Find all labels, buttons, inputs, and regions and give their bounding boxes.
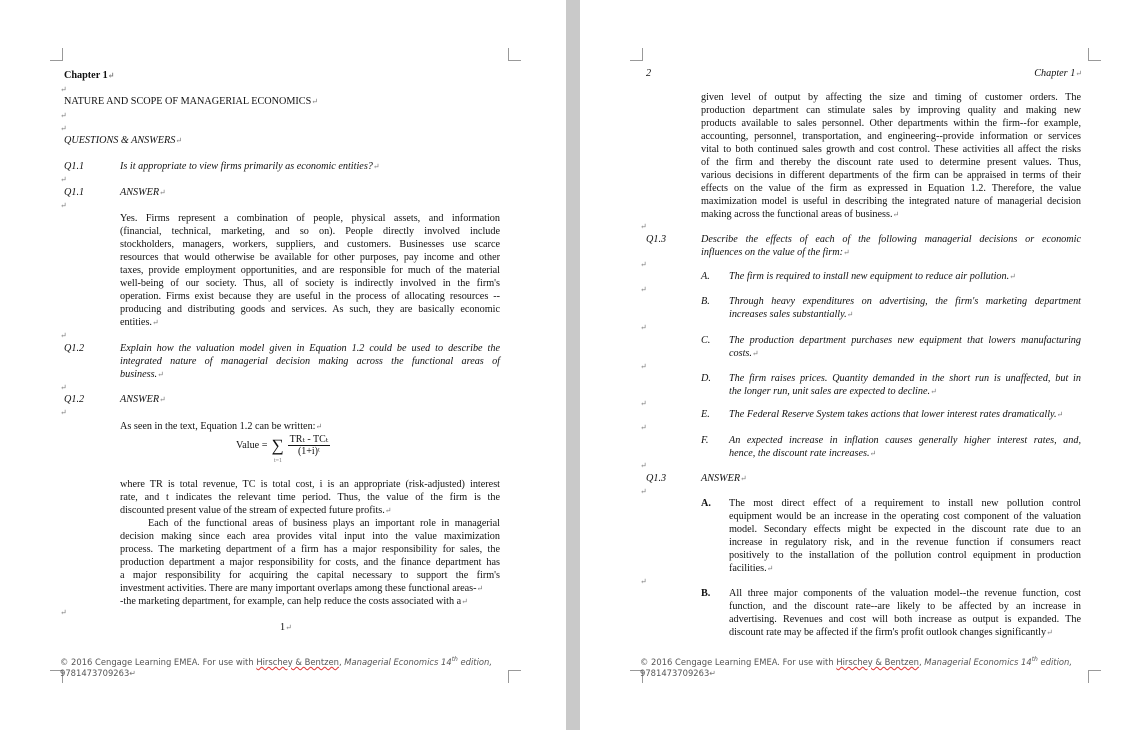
footer: © 2016 Cengage Learning EMEA. For use with Hirschey & Bentzen, Managerial Economics 14th edition, 9781473709263↵: [640, 656, 1073, 678]
equation-denominator: (1+i)ᵗ: [297, 446, 320, 457]
list-item-letter: B.: [701, 296, 710, 307]
answer-number: Q1.2: [64, 394, 85, 405]
footer: © 2016 Cengage Learning EMEA. For use with Hirschey & Bentzen, Managerial Economics 14th edition, 9781473709263↵: [60, 656, 493, 678]
list-item-letter: C.: [701, 335, 711, 346]
paragraph-mark: ↵: [60, 201, 67, 210]
answer-item-text: All three major components of the valuation model--the revenue function, cost function, and the discount rate--are likely to be affected by an increase in advertising. Revenues and cost will both increase as output is expanded. The discount rate may be affected if the firm's profit outlook changes significantly↵: [729, 588, 1081, 638]
paragraph-mark: ↵: [60, 175, 67, 184]
answer-intro: As seen in the text, Equation 1.2 can be written:↵: [120, 421, 323, 432]
paragraph-mark: ↵: [640, 461, 647, 470]
question-number: Q1.2: [64, 343, 85, 354]
equation-lhs: Value =: [236, 440, 268, 451]
paragraph-mark: ↵: [640, 222, 647, 231]
paragraph-mark: ↵: [640, 285, 647, 294]
footer-authors: Hirschey & Bentzen: [256, 656, 339, 667]
list-item-text: The production department purchases new equipment that lowers manufacturing costs.↵: [729, 335, 1081, 359]
paragraph-mark: ↵: [60, 331, 67, 340]
list-item-letter: D.: [701, 373, 711, 384]
qa-heading: QUESTIONS & ANSWERS↵: [64, 135, 183, 146]
paragraph-mark: ↵: [60, 124, 67, 133]
page-number: 1↵: [280, 622, 292, 633]
question-text: Explain how the valuation model given in Equation 1.2 could be used to describe the integrated nature of managerial decision making across the functional areas of business.↵: [120, 343, 500, 380]
footer-authors: Hirschey & Bentzen: [836, 656, 919, 667]
list-item-text: The firm raises prices. Quantity demanded in the short run is unaffected, but in the longer run, unit sales are expected to decline.↵: [729, 373, 1081, 397]
question-number: Q1.1: [64, 161, 85, 172]
paragraph-mark: ↵: [60, 111, 67, 120]
paragraph-mark: ↵: [640, 577, 647, 586]
crop-mark-bottom-right: [1088, 670, 1101, 683]
question-text: Describe the effects of each of the following managerial decisions or economic influences on the value of the firm:↵: [701, 234, 1081, 258]
page-number: 2: [646, 68, 652, 79]
answer-letter: A.: [701, 498, 711, 509]
paragraph-mark: ↵: [640, 423, 647, 432]
equation-numerator: TRₜ - TCₜ: [289, 434, 329, 445]
summation-symbol: ∑: [271, 436, 284, 455]
list-item-text: The Federal Reserve System takes actions that lower interest rates dramatically.↵: [729, 409, 1064, 420]
answer-paragraph: Each of the functional areas of business plays an important role in managerial decision making since each area provides vital input into the value maximization process. The marketing department of a firm has a major responsibility for sales, the production department a major responsibility for costs, and the finance department has a major responsibility for acquiring the capital necessary to support the firm's investment activities. There are many important overlaps among these functional areas-↵ -the marketing department, for example, can help reduce the costs associated with a↵: [120, 518, 500, 607]
answer-label: ANSWER↵: [120, 187, 166, 198]
list-item-text: An expected increase in inflation causes generally higher interest rates, and, hence, the discount rate increases.↵: [729, 435, 1081, 459]
answer-number: Q1.3: [646, 473, 667, 484]
paragraph-mark: ↵: [60, 408, 67, 417]
crop-mark-top-right: [1088, 48, 1101, 61]
list-item-letter: F.: [701, 435, 709, 446]
crop-mark-bottom-right: [508, 670, 521, 683]
crop-mark-top-left: [630, 48, 643, 61]
paragraph-mark: ↵: [60, 383, 67, 392]
answer-paragraph: Yes. Firms represent a combination of people, physical assets, and information (financial, technical, marketing, and so on). People directly involved include stockholders, managers, workers, suppliers, and customers. Businesses use scarce resources that would otherwise be available for other purposes, pay income and other taxes, provide employment opportunities, and are responsible for much of the material well-being of our society. Thus, all of society is indirectly involved in the firm's operation. Firms exist because they are useful in the process of allocating resources -- producing and distributing goods and services. As such, they are basically economic entities.↵: [120, 213, 500, 328]
equation: [236, 434, 330, 468]
summation-lower-bound: t=1: [274, 458, 283, 464]
paragraph-mark: ↵: [640, 260, 647, 269]
answer-label: ANSWER↵: [701, 473, 747, 484]
chapter-heading: Chapter 1↵: [64, 70, 115, 81]
answer-letter: B.: [701, 588, 711, 599]
paragraph-mark: ↵: [640, 323, 647, 332]
answer-paragraph: where TR is total revenue, TC is total cost, i is an appropriate (risk-adjusted) interest rate, and t indicates the relevant time period. Thus, the value of the firm is the discounted present value of the stream of expected future profits.↵: [120, 479, 500, 516]
list-item-text: Through heavy expenditures on advertising, the firm's marketing department increases sales substantially.↵: [729, 296, 1081, 320]
answer-item-text: The most direct effect of a requirement to install new pollution control equipment would be an increase in the operating cost component of the valuation model. Secondary effects might be expected in the discount rate due to an increase in regulatory risk, and in the revenue function if consumers react positively to the installation of the pollution control equipment in production facilities.↵: [729, 498, 1081, 574]
answer-number: Q1.1: [64, 187, 85, 198]
question-number: Q1.3: [646, 234, 667, 245]
list-item-letter: A.: [701, 271, 710, 282]
paragraph-mark: ↵: [640, 487, 647, 496]
document-page-1: [0, 0, 566, 730]
crop-mark-top-left: [50, 48, 63, 61]
continued-paragraph: given level of output by affecting the size and timing of customer orders. The production department can stimulate sales by improving quality and making new products available to sales personnel. Other departments within the firm--for example, accounting, personnel, transportation, and engineering--provide information or services vital to both continued sales growth and cost control. These activities all affect the risks of the firm and thereby the discount rate used to determine present values. Thus, various decisions in different departments of the firm can be appraised in terms of their effects on the value of the firm as expressed in Equation 1.2. Therefore, the value maximization model is useful in describing the integrated nature of managerial decision making across the functional areas of business.↵: [701, 92, 1081, 220]
chapter-header: Chapter 1↵: [1034, 68, 1082, 79]
crop-mark-top-right: [508, 48, 521, 61]
question-text: Is it appropriate to view firms primarily as economic entities?↵: [120, 161, 380, 172]
chapter-title: NATURE AND SCOPE OF MANAGERIAL ECONOMICS↵: [64, 96, 318, 107]
paragraph-mark: ↵: [60, 608, 67, 617]
document-page-2: [580, 0, 1146, 730]
paragraph-mark: ↵: [640, 399, 647, 408]
paragraph-mark: ↵: [640, 362, 647, 371]
list-item-letter: E.: [701, 409, 710, 420]
paragraph-mark: ↵: [60, 85, 67, 94]
page-gap: [566, 0, 580, 730]
equation-fraction: [288, 434, 331, 457]
list-item-text: The firm is required to install new equipment to reduce air pollution.↵: [729, 271, 1016, 282]
answer-label: ANSWER↵: [120, 394, 166, 405]
